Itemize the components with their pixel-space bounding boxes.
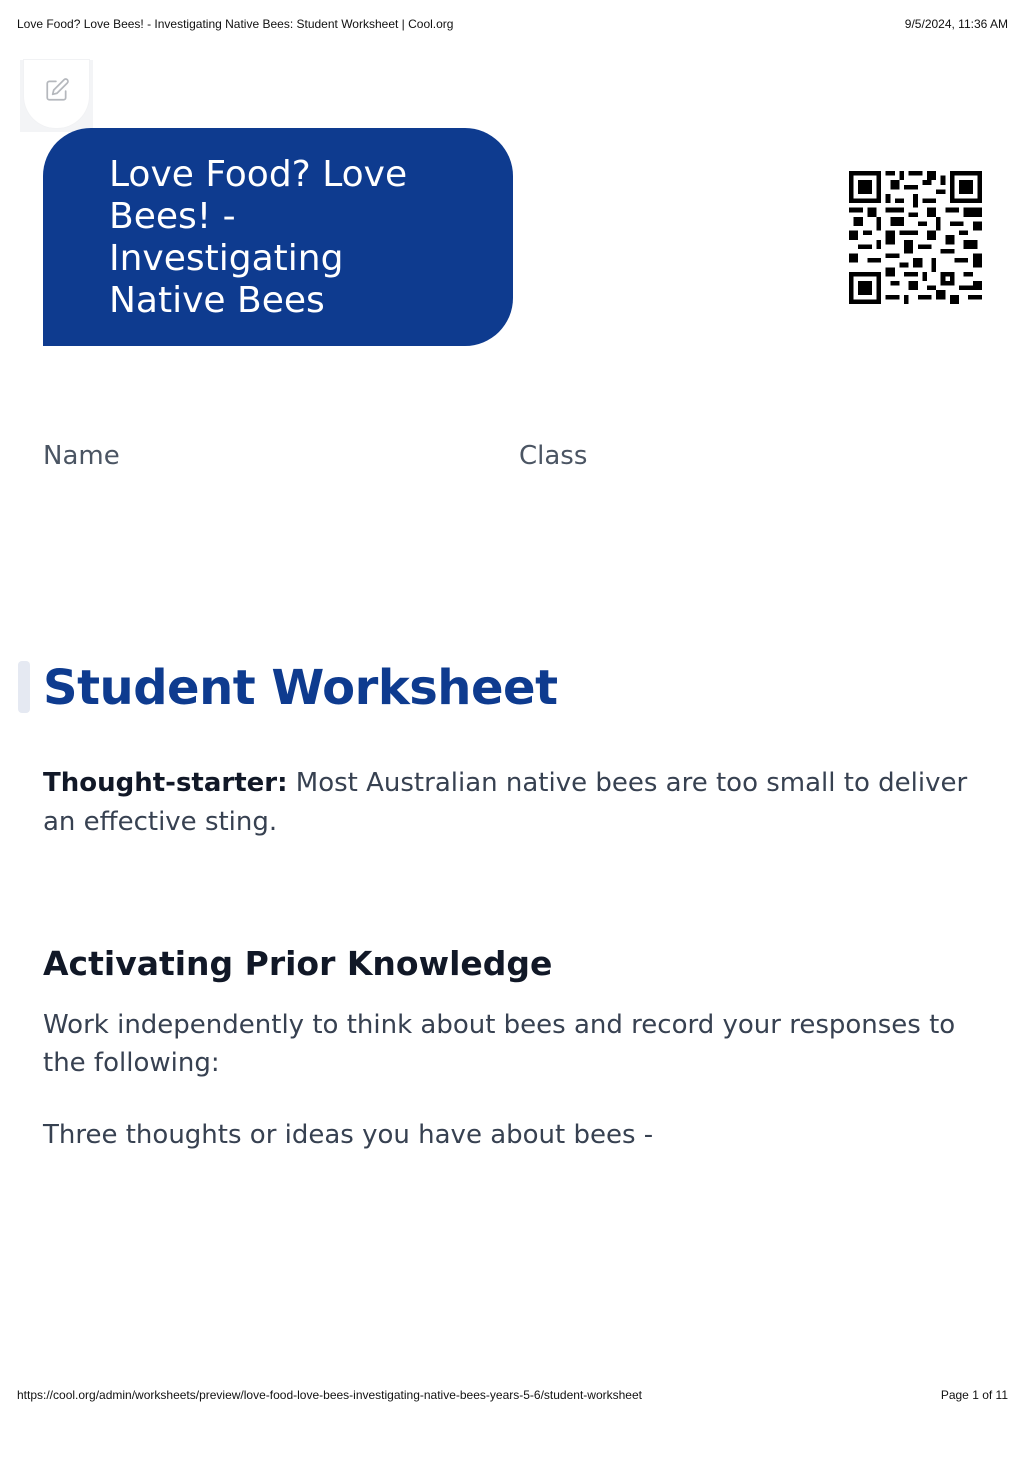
print-header-timestamp: 9/5/2024, 11:36 AM bbox=[904, 17, 1008, 31]
print-footer-page-indicator: Page 1 of 11 bbox=[940, 1388, 1008, 1402]
page-heading: Student Worksheet bbox=[43, 660, 558, 716]
worksheet-title: Love Food? Love Bees! - Investigating Native Bees bbox=[109, 154, 408, 321]
prompt-text: Three thoughts or ideas you have about bees - bbox=[43, 1120, 654, 1150]
thought-starter bbox=[43, 764, 993, 842]
edit-icon bbox=[44, 77, 70, 103]
class-field-label: Class bbox=[519, 441, 588, 471]
name-field-label: Name bbox=[43, 441, 120, 471]
thought-starter-text: Most Australian native bees are too small to deliver an effective sting. bbox=[43, 768, 968, 837]
thought-starter-label: Thought-starter: bbox=[43, 768, 288, 798]
qr-code-icon bbox=[849, 171, 982, 304]
heading-accent-bar bbox=[18, 661, 30, 713]
edit-button[interactable] bbox=[24, 60, 89, 128]
print-header-title: Love Food? Love Bees! - Investigating Native Bees: Student Worksheet | Cool.org bbox=[17, 17, 454, 31]
edit-tab bbox=[20, 60, 93, 132]
print-footer-url: https://cool.org/admin/worksheets/preview/love-food-love-bees-investigating-native-bees-years-5-6/student-worksheet bbox=[17, 1388, 642, 1402]
section-heading: Activating Prior Knowledge bbox=[43, 944, 553, 983]
title-banner bbox=[43, 128, 513, 346]
instruction-text: Work independently to think about bees and record your responses to the following: bbox=[43, 1010, 956, 1078]
